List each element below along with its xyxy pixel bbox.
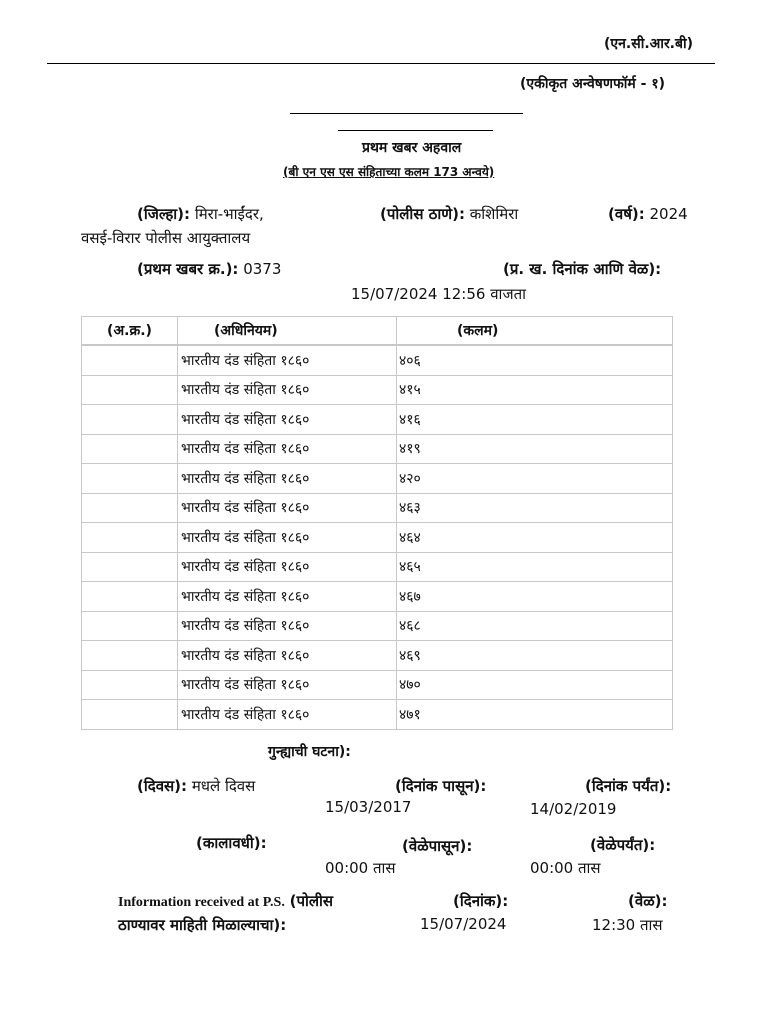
info-received-label-mr-line2: ठाण्यावर माहिती मिळाल्याचा):: [118, 916, 287, 934]
title-rule-bottom: [338, 130, 493, 131]
cell-act: भारतीय दंड संहिता १८६०: [178, 345, 397, 375]
cell-section: ४६९: [397, 641, 673, 671]
cell-sr: [82, 405, 178, 435]
info-date-value: 15/07/2024: [420, 915, 507, 933]
cell-section: ४६७: [397, 582, 673, 612]
cell-sr: [82, 345, 178, 375]
title-rule-top: [290, 113, 523, 114]
table-row: [82, 641, 673, 671]
cell-act: भारतीय दंड संहिता १८६०: [178, 700, 397, 730]
info-received-label-mr: (पोलीस: [289, 892, 334, 910]
table-row: [82, 345, 673, 375]
table-row: [82, 670, 673, 700]
cell-section: ४०६: [397, 345, 673, 375]
cell-act: भारतीय दंड संहिता १८६०: [178, 405, 397, 435]
fir-datetime-value: 15/07/2024 12:56 वाजता: [351, 285, 527, 303]
cell-sr: [82, 493, 178, 523]
page-subtitle: (बी एन एस एस संहिताच्या कलम 173 अन्वये): [283, 165, 495, 179]
table-row: [82, 700, 673, 730]
table-row: [82, 582, 673, 612]
cell-sr: [82, 434, 178, 464]
info-time-label: (वेळ):: [628, 892, 668, 910]
cell-act: भारतीय दंड संहिता १८६०: [178, 552, 397, 582]
year-value: 2024: [649, 205, 688, 223]
info-received-label-en: Information received at P.S.: [118, 895, 285, 910]
cell-act: भारतीय दंड संहिता १८६०: [178, 611, 397, 641]
fir-number-value: 0373: [243, 260, 282, 278]
cell-sr: [82, 611, 178, 641]
table-row: [82, 434, 673, 464]
cell-section: ४६८: [397, 611, 673, 641]
col-header-section: (कलम): [397, 317, 673, 346]
year-field: [608, 204, 688, 224]
table-row: [82, 464, 673, 494]
org-code: (एन.सी.आर.बी): [604, 36, 694, 52]
cell-section: ४१५: [397, 375, 673, 405]
col-header-sr: (अ.क्र.): [82, 317, 178, 346]
table-row: [82, 552, 673, 582]
district-label: (जिल्हा):: [137, 205, 191, 223]
fir-datetime-label: (प्र. ख. दिनांक आणि वेळ):: [503, 260, 662, 278]
cell-sr: [82, 523, 178, 553]
cell-act: भारतीय दंड संहिता १८६०: [178, 375, 397, 405]
cell-section: ४७१: [397, 700, 673, 730]
cell-act: भारतीय दंड संहिता १८६०: [178, 434, 397, 464]
occurrence-heading: गुन्ह्याची घटना):: [268, 744, 351, 760]
time-to-value: 00:00 तास: [530, 859, 601, 877]
cell-sr: [82, 375, 178, 405]
cell-sr: [82, 641, 178, 671]
occurrence-day-label: (दिवस):: [137, 777, 188, 795]
time-to-label: (वेळेपर्यंत):: [590, 836, 656, 854]
date-to-label: (दिनांक पर्यंत):: [585, 777, 672, 795]
police-station-label: (पोलीस ठाणे):: [380, 205, 465, 223]
cell-act: भारतीय दंड संहिता १८६०: [178, 523, 397, 553]
date-to-value: 14/02/2019: [530, 800, 617, 818]
cell-act: भारतीय दंड संहिता १८६०: [178, 641, 397, 671]
time-from-value: 00:00 तास: [325, 859, 396, 877]
table-header-row: [82, 317, 673, 346]
district-field: [137, 204, 264, 224]
police-station-field: [380, 204, 518, 224]
page-title: प्रथम खबर अहवाल: [362, 140, 462, 156]
fir-number-label: (प्रथम खबर क्र.):: [137, 260, 239, 278]
occurrence-day-field: [137, 776, 255, 796]
table-row: [82, 611, 673, 641]
col-header-act: (अधिनियम): [178, 317, 397, 346]
cell-section: ४६३: [397, 493, 673, 523]
cell-section: ४६४: [397, 523, 673, 553]
cell-sr: [82, 582, 178, 612]
table-row: [82, 493, 673, 523]
cell-section: ४६५: [397, 552, 673, 582]
period-label: (कालावधी):: [196, 834, 267, 852]
table-row: [82, 523, 673, 553]
date-from-value: 15/03/2017: [325, 798, 412, 816]
info-date-label: (दिनांक):: [453, 892, 509, 910]
cell-section: ४१९: [397, 434, 673, 464]
cell-section: ४७०: [397, 670, 673, 700]
table-row: [82, 375, 673, 405]
district-value: मिरा-भाईंदर,: [194, 205, 264, 223]
year-label: (वर्ष):: [608, 205, 645, 223]
cell-sr: [82, 552, 178, 582]
cell-sr: [82, 700, 178, 730]
time-from-label: (वेळेपासून):: [402, 837, 473, 855]
header-divider: [47, 63, 715, 64]
cell-act: भारतीय दंड संहिता १८६०: [178, 670, 397, 700]
police-station-value: कशिमिरा: [469, 205, 519, 223]
cell-section: ४२०: [397, 464, 673, 494]
info-time-value: 12:30 तास: [592, 916, 663, 934]
cell-act: भारतीय दंड संहिता १८६०: [178, 493, 397, 523]
date-from-label: (दिनांक पासून):: [395, 777, 487, 795]
form-name: (एकीकृत अन्वेषणफॉर्म - १): [520, 76, 666, 92]
occurrence-day-value: मधले दिवस: [191, 777, 256, 795]
info-received-label: [118, 891, 333, 911]
district-value-line2: वसई-विरार पोलीस आयुक्तालय: [81, 229, 251, 247]
fir-number-field: [137, 259, 281, 279]
cell-act: भारतीय दंड संहिता १८६०: [178, 464, 397, 494]
cell-sr: [82, 670, 178, 700]
acts-sections-table: [81, 316, 673, 730]
cell-sr: [82, 464, 178, 494]
table-row: [82, 405, 673, 435]
cell-section: ४१६: [397, 405, 673, 435]
cell-act: भारतीय दंड संहिता १८६०: [178, 582, 397, 612]
